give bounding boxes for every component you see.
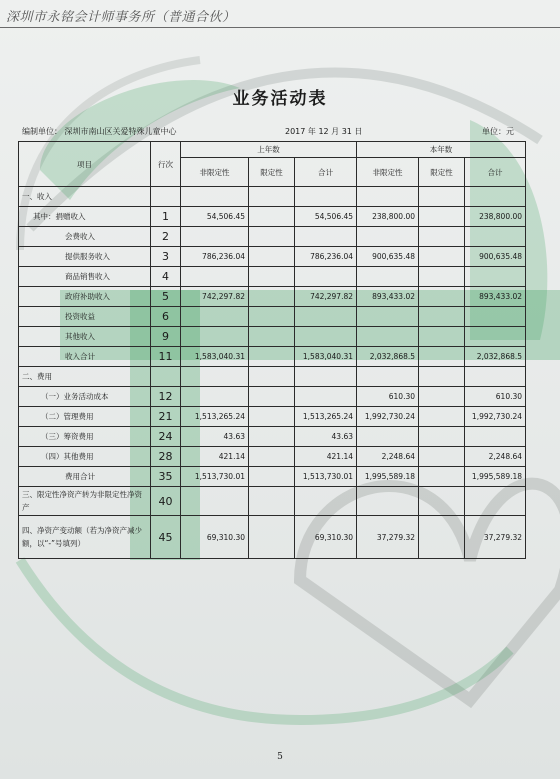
header-row-1	[19, 142, 526, 158]
cell-ly-total: 54,506.45	[295, 207, 357, 227]
cell-ly-total	[295, 267, 357, 287]
cell-ly-unrestricted	[181, 307, 249, 327]
cell-ly-unrestricted	[181, 367, 249, 387]
report-date: 2017 年 12 月 31 日	[285, 127, 363, 136]
cell-ty-total: 610.30	[465, 387, 526, 407]
cell-ly-unrestricted: 54,506.45	[181, 207, 249, 227]
cell-ly-total: 742,297.82	[295, 287, 357, 307]
table-row	[19, 387, 526, 407]
row-line-no: 12	[151, 387, 181, 407]
header-ty-unrestricted: 非限定性	[357, 158, 419, 187]
cell-ty-restricted	[419, 407, 465, 427]
row-line-no: 9	[151, 327, 181, 347]
cell-ly-total	[295, 227, 357, 247]
cell-ty-total: 238,800.00	[465, 207, 526, 227]
row-item: 政府补助收入	[19, 287, 151, 307]
cell-ly-restricted	[249, 467, 295, 487]
cell-ty-restricted	[419, 287, 465, 307]
cell-ty-total	[465, 487, 526, 516]
row-item: （四）其他费用	[19, 447, 151, 467]
row-item: 一、收入	[19, 187, 151, 207]
cell-ly-restricted	[249, 516, 295, 559]
header-ly-restricted: 限定性	[249, 158, 295, 187]
cell-ly-restricted	[249, 347, 295, 367]
row-item: （一）业务活动成本	[19, 387, 151, 407]
row-line-no	[151, 367, 181, 387]
row-line-no	[151, 187, 181, 207]
table-row	[19, 187, 526, 207]
cell-ly-total: 1,513,265.24	[295, 407, 357, 427]
row-line-no: 28	[151, 447, 181, 467]
row-item: （三）筹资费用	[19, 427, 151, 447]
cell-ty-total: 893,433.02	[465, 287, 526, 307]
header-ly-total: 合计	[295, 158, 357, 187]
cell-ty-restricted	[419, 516, 465, 559]
reporting-entity-label: 编制单位：	[22, 127, 62, 136]
row-line-no: 11	[151, 347, 181, 367]
cell-ly-unrestricted	[181, 327, 249, 347]
table-row-total	[19, 347, 526, 367]
cell-ly-unrestricted	[181, 387, 249, 407]
cell-ty-unrestricted: 610.30	[357, 387, 419, 407]
cell-ly-total: 786,236.04	[295, 247, 357, 267]
cell-ly-unrestricted: 69,310.30	[181, 516, 249, 559]
cell-ly-total	[295, 327, 357, 347]
cell-ly-unrestricted: 43.63	[181, 427, 249, 447]
cell-ly-restricted	[249, 407, 295, 427]
cell-ty-restricted	[419, 227, 465, 247]
cell-ly-total: 421.14	[295, 447, 357, 467]
cell-ty-total	[465, 187, 526, 207]
page-number: 5	[277, 752, 283, 762]
table-row	[19, 516, 526, 559]
cell-ty-unrestricted: 1,992,730.24	[357, 407, 419, 427]
reporting-entity	[22, 126, 177, 137]
row-item: 费用合计	[19, 467, 151, 487]
header-ly-unrestricted: 非限定性	[181, 158, 249, 187]
cell-ty-unrestricted	[357, 227, 419, 247]
header-line-no: 行次	[151, 142, 181, 187]
cell-ty-restricted	[419, 427, 465, 447]
cell-ty-unrestricted	[357, 367, 419, 387]
cell-ly-total	[295, 307, 357, 327]
cell-ty-total: 1,992,730.24	[465, 407, 526, 427]
row-line-no: 21	[151, 407, 181, 427]
firm-name: 深圳市永铭会计师事务所（普通合伙）	[6, 10, 236, 25]
table-row	[19, 427, 526, 447]
table-row	[19, 327, 526, 347]
header-this-year: 本年数	[357, 142, 526, 158]
row-item: 收入合计	[19, 347, 151, 367]
row-item: 其中：捐赠收入	[19, 207, 151, 227]
cell-ly-unrestricted: 1,513,265.24	[181, 407, 249, 427]
cell-ty-total: 900,635.48	[465, 247, 526, 267]
cell-ty-total: 1,995,589.18	[465, 467, 526, 487]
activity-statement-table	[18, 141, 526, 559]
cell-ty-unrestricted: 2,248.64	[357, 447, 419, 467]
header-ty-total: 合计	[465, 158, 526, 187]
cell-ty-unrestricted	[357, 187, 419, 207]
cell-ty-unrestricted	[357, 327, 419, 347]
table-row	[19, 407, 526, 427]
cell-ly-total: 69,310.30	[295, 516, 357, 559]
currency-unit: 单位：元	[482, 127, 514, 136]
cell-ly-total	[295, 487, 357, 516]
cell-ly-restricted	[249, 287, 295, 307]
cell-ly-restricted	[249, 447, 295, 467]
cell-ty-total: 37,279.32	[465, 516, 526, 559]
cell-ly-restricted	[249, 327, 295, 347]
cell-ty-restricted	[419, 327, 465, 347]
cell-ty-restricted	[419, 467, 465, 487]
cell-ly-total: 43.63	[295, 427, 357, 447]
cell-ty-total: 2,248.64	[465, 447, 526, 467]
row-item: （二）管理费用	[19, 407, 151, 427]
reporting-entity-name: 深圳市南山区关爱特殊儿童中心	[64, 127, 177, 136]
row-item: 提供服务收入	[19, 247, 151, 267]
table-row	[19, 487, 526, 516]
cell-ly-unrestricted: 421.14	[181, 447, 249, 467]
cell-ly-unrestricted: 1,583,040.31	[181, 347, 249, 367]
table-row	[19, 247, 526, 267]
cell-ty-unrestricted	[357, 307, 419, 327]
cell-ly-restricted	[249, 267, 295, 287]
row-item: 其他收入	[19, 327, 151, 347]
cell-ly-restricted	[249, 367, 295, 387]
cell-ty-unrestricted: 238,800.00	[357, 207, 419, 227]
cell-ly-unrestricted: 742,297.82	[181, 287, 249, 307]
cell-ty-unrestricted	[357, 267, 419, 287]
cell-ty-unrestricted	[357, 427, 419, 447]
cell-ty-total	[465, 227, 526, 247]
cell-ty-unrestricted: 1,995,589.18	[357, 467, 419, 487]
row-line-no: 4	[151, 267, 181, 287]
cell-ly-restricted	[249, 247, 295, 267]
cell-ty-unrestricted: 37,279.32	[357, 516, 419, 559]
cell-ty-restricted	[419, 307, 465, 327]
cell-ly-unrestricted	[181, 227, 249, 247]
cell-ly-unrestricted	[181, 187, 249, 207]
cell-ly-restricted	[249, 427, 295, 447]
row-line-no: 35	[151, 467, 181, 487]
row-line-no: 24	[151, 427, 181, 447]
cell-ty-restricted	[419, 347, 465, 367]
row-line-no: 1	[151, 207, 181, 227]
cell-ty-unrestricted: 893,433.02	[357, 287, 419, 307]
table-row	[19, 367, 526, 387]
row-item: 三、限定性净资产转为非限定性净资产	[19, 487, 151, 516]
cell-ty-total	[465, 327, 526, 347]
table-row	[19, 207, 526, 227]
watermark-bottom-arc	[20, 560, 510, 720]
cell-ly-unrestricted: 786,236.04	[181, 247, 249, 267]
row-line-no: 5	[151, 287, 181, 307]
cell-ty-restricted	[419, 487, 465, 516]
cell-ty-total	[465, 307, 526, 327]
cell-ly-total	[295, 367, 357, 387]
cell-ty-unrestricted	[357, 487, 419, 516]
row-item: 二、费用	[19, 367, 151, 387]
cell-ly-total: 1,583,040.31	[295, 347, 357, 367]
cell-ty-restricted	[419, 207, 465, 227]
row-line-no: 2	[151, 227, 181, 247]
document-title: 业务活动表	[232, 89, 328, 109]
cell-ty-restricted	[419, 387, 465, 407]
cell-ty-restricted	[419, 187, 465, 207]
cell-ly-restricted	[249, 207, 295, 227]
cell-ty-total	[465, 427, 526, 447]
table-row	[19, 267, 526, 287]
row-line-no: 45	[151, 516, 181, 559]
header-last-year: 上年数	[181, 142, 357, 158]
cell-ly-unrestricted	[181, 487, 249, 516]
table-row-total	[19, 467, 526, 487]
cell-ly-total	[295, 187, 357, 207]
cell-ly-unrestricted	[181, 267, 249, 287]
cell-ty-total	[465, 367, 526, 387]
cell-ly-restricted	[249, 487, 295, 516]
row-line-no: 6	[151, 307, 181, 327]
cell-ly-restricted	[249, 187, 295, 207]
row-item: 会费收入	[19, 227, 151, 247]
row-line-no: 3	[151, 247, 181, 267]
cell-ly-total	[295, 387, 357, 407]
firm-header	[0, 0, 560, 28]
header-ty-restricted: 限定性	[419, 158, 465, 187]
table-row	[19, 307, 526, 327]
row-item: 四、净资产变动额（若为净资产减少额，以“-”号填列）	[19, 516, 151, 559]
cell-ly-restricted	[249, 387, 295, 407]
table-row	[19, 447, 526, 467]
row-item: 投资收益	[19, 307, 151, 327]
cell-ly-total: 1,513,730.01	[295, 467, 357, 487]
cell-ty-unrestricted: 2,032,868.5	[357, 347, 419, 367]
cell-ty-total: 2,032,868.5	[465, 347, 526, 367]
cell-ly-restricted	[249, 227, 295, 247]
cell-ty-unrestricted: 900,635.48	[357, 247, 419, 267]
row-item: 商品销售收入	[19, 267, 151, 287]
cell-ly-restricted	[249, 307, 295, 327]
table-row	[19, 287, 526, 307]
cell-ty-restricted	[419, 247, 465, 267]
cell-ty-restricted	[419, 267, 465, 287]
cell-ty-restricted	[419, 367, 465, 387]
cell-ty-restricted	[419, 447, 465, 467]
cell-ly-unrestricted: 1,513,730.01	[181, 467, 249, 487]
table-row	[19, 227, 526, 247]
header-item: 项目	[19, 142, 151, 187]
cell-ty-total	[465, 267, 526, 287]
row-line-no: 40	[151, 487, 181, 516]
